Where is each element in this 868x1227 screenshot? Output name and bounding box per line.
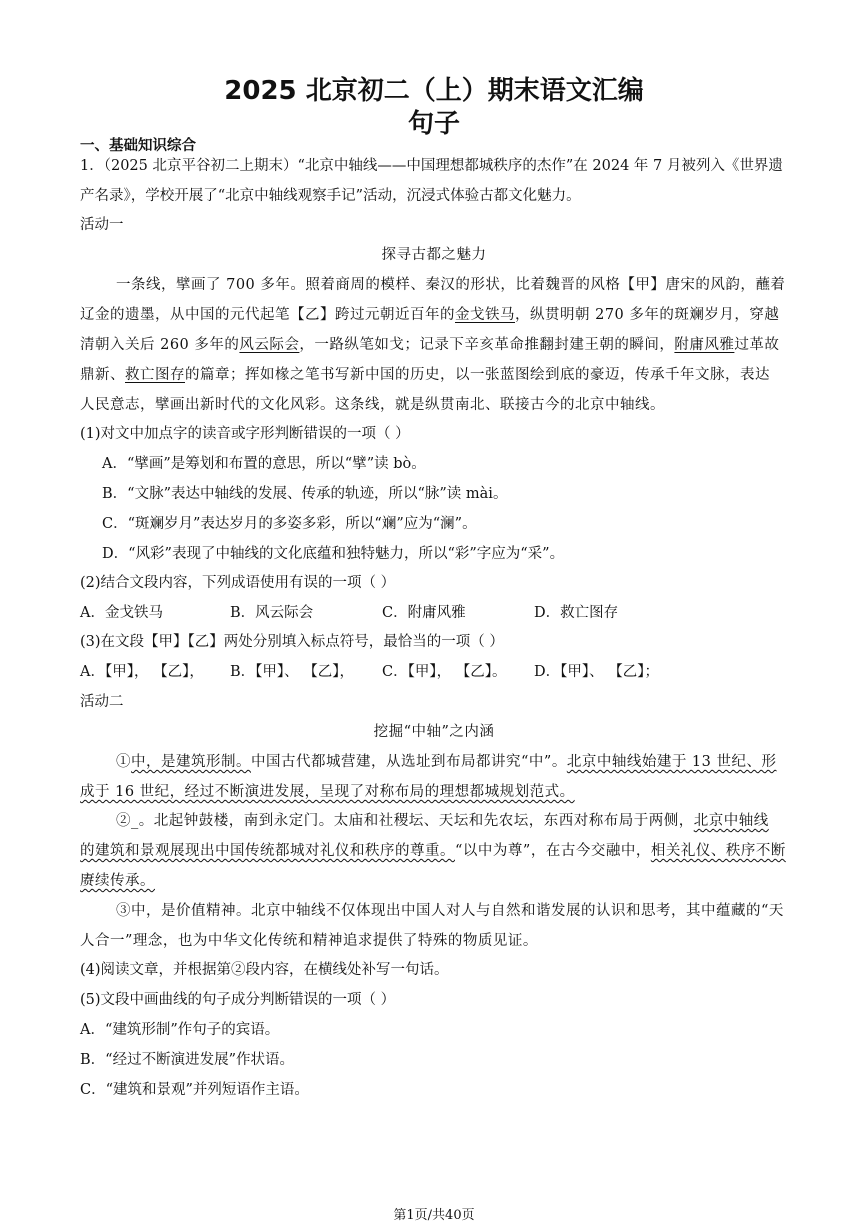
- activity1-label: 活动一: [80, 217, 124, 233]
- idiom-jiuwangtucun: 救亡图存: [125, 367, 185, 383]
- passage2-p1-num: ①: [116, 754, 131, 770]
- passage1-line2-part1: 辽金的遗墨，从中国的元代起笔【乙】跨过元朝近百年的: [80, 307, 455, 323]
- document-subtitle: 句子: [407, 109, 460, 139]
- passage2-p2-sentence2-cont: 赓续传承。: [80, 873, 155, 889]
- page-number: 第1页/共40页: [393, 1208, 475, 1223]
- passage2-p2-sentence2: 相关礼仪、秩序不断: [650, 843, 786, 859]
- q1-5-option-a: A．“建筑形制”作句子的宾语。: [80, 1022, 280, 1038]
- q1-3-option-c: C．【甲】， 【乙】。: [382, 664, 507, 680]
- idiom-fengyunjihui: 风云际会: [239, 337, 300, 353]
- passage1-line3-part1: 清朝入关后 260 多年的: [80, 337, 240, 353]
- q1-3-option-d: D．【甲】、 【乙】；: [534, 664, 659, 680]
- passage2-title: 挖掘“中轴”之内涵: [373, 724, 495, 740]
- q1-5-option-b: B．“经过不断演进发展”作状语。: [80, 1052, 294, 1068]
- passage2-p1-sentence3-cont: 成于 16 世纪，经过不断演进发展，呈现了对称布局的理想都城规划范式。: [80, 784, 575, 800]
- passage1-line2: [80, 305, 792, 325]
- document-title: 2025 北京初二（上）期末语文汇编: [224, 76, 644, 106]
- q1-3-option-b: B．【甲】、 【乙】，: [230, 664, 355, 680]
- q1-1-option-d: D．“风彩”表现了中轴线的文化底蕴和独特魅力，所以“彩”字应为“采”。: [102, 546, 565, 562]
- q1-3-stem: (3)在文段【甲】【乙】两处分别填入标点符号，最恰当的一项（ ）: [80, 634, 504, 650]
- passage2-p1-line1: [116, 752, 792, 772]
- passage2-p2-line3: [80, 871, 792, 891]
- passage1-line4-part1: 鼎新、: [80, 367, 125, 383]
- passage1-line3-part5: 过革故: [734, 337, 780, 353]
- idiom-jingetiema: 金戈铁马: [455, 307, 515, 323]
- passage2-p1-line2: [80, 782, 792, 802]
- q1-2-option-b: B．风云际会: [230, 605, 314, 621]
- passage1-line3: [80, 335, 792, 355]
- q1-2-option-d: D．救亡图存: [534, 605, 619, 621]
- passage2-p2-sentence: 北京中轴线: [693, 813, 769, 829]
- passage1-title: 探寻古都之魅力: [381, 247, 487, 263]
- passage1-line3-part3: ，一路纵笔如戈；记录下辛亥革命推翻封建王朝的瞬间，: [299, 337, 675, 353]
- passage2-p1-sentence1: 中，是建筑形制。: [131, 754, 251, 770]
- passage1-line2-part3: ，纵贯明朝 270 多年的斑斓岁月，穿越: [515, 307, 780, 323]
- q1-4-stem: (4)阅读文章，并根据第②段内容，在横线处补写一句话。: [80, 962, 449, 978]
- passage1-line1: 一条线，擘画了 700 多年。照着商周的模样、秦汉的形状，比着魏晋的风格【甲】唐宋的风韵，蘸着: [116, 277, 786, 293]
- passage2-p2-sentence-cont: 的建筑和景观展现出中国传统都城对礼仪和秩序的尊重。: [80, 843, 455, 859]
- passage2-p1-sentence3: 北京中轴线始建于 13 世纪、形: [566, 754, 777, 770]
- question-intro-line2: 产名录》，学校开展了“北京中轴线观察手记”活动，沉浸式体验古都文化魅力。: [80, 188, 581, 204]
- passage1-line4-part3: 的篇章；挥如椽之笔书写新中国的历史，以一张蓝图绘到底的豪迈，传承千年文脉，表达: [185, 367, 770, 383]
- activity2-label: 活动二: [80, 694, 124, 710]
- q1-1-option-b: B．“文脉”表达中轴线的发展、传承的轨迹，所以“脉”读 mài。: [102, 486, 508, 502]
- q1-3-option-a: A．【甲】， 【乙】，: [80, 664, 204, 680]
- passage2-p2-part1: ②_。北起钟鼓楼，南到永定门。太庙和社稷坛、天坛和先农坛，东西对称布局于两侧，: [116, 813, 694, 829]
- q1-2-option-c: C．附庸风雅: [382, 605, 466, 621]
- passage1-line4: [80, 365, 792, 385]
- q1-1-option-c: C．“斑斓岁月”表达岁月的多姿多彩，所以“斓”应为“澜”。: [102, 516, 477, 532]
- q1-5-option-c: C．“建筑和景观”并列短语作主语。: [80, 1082, 309, 1098]
- q1-2-option-a: A．金戈铁马: [80, 605, 163, 621]
- section-heading: 一、基础知识综合: [80, 138, 196, 154]
- passage2-p1-sentence2: 中国古代都城营建，从选址到布局都讲究“中”。: [251, 754, 567, 770]
- passage1-line5: 人民意志，擘画出新时代的文化风彩。这条线，就是纵贯南北、联接古今的北京中轴线。: [80, 397, 665, 413]
- idiom-fuyongfengya: 附庸风雅: [674, 337, 735, 353]
- q1-1-option-a: A．“擘画”是筹划和布置的意思，所以“擘”读 bò。: [102, 456, 426, 472]
- q1-5-stem: (5)文段中画曲线的句子成分判断错误的一项（ ）: [80, 992, 396, 1008]
- passage2-p2-line2: [80, 841, 792, 861]
- passage2-p3-line1: ③中，是价值精神。北京中轴线不仅体现出中国人对人与自然和谐发展的认识和思考，其中蕴藏的“天: [116, 903, 784, 919]
- passage2-p2-part2: “以中为尊”，在古今交融中，: [455, 843, 651, 859]
- question-intro-line1: 1．（2025 北京平谷初二上期末）“北京中轴线——中国理想都城秩序的杰作”在 2024 年 7 月被列入《世界遗: [80, 158, 783, 174]
- passage2-p2-line1: [116, 811, 792, 831]
- q1-2-stem: (2)结合文段内容，下列成语使用有误的一项（ ）: [80, 575, 396, 591]
- q1-1-stem: (1)对文中加点字的读音或字形判断错误的一项（ ）: [80, 426, 410, 442]
- passage2-p3-line2: 人合一”理念，也为中华文化传统和精神追求提供了特殊的物质见证。: [80, 933, 538, 949]
